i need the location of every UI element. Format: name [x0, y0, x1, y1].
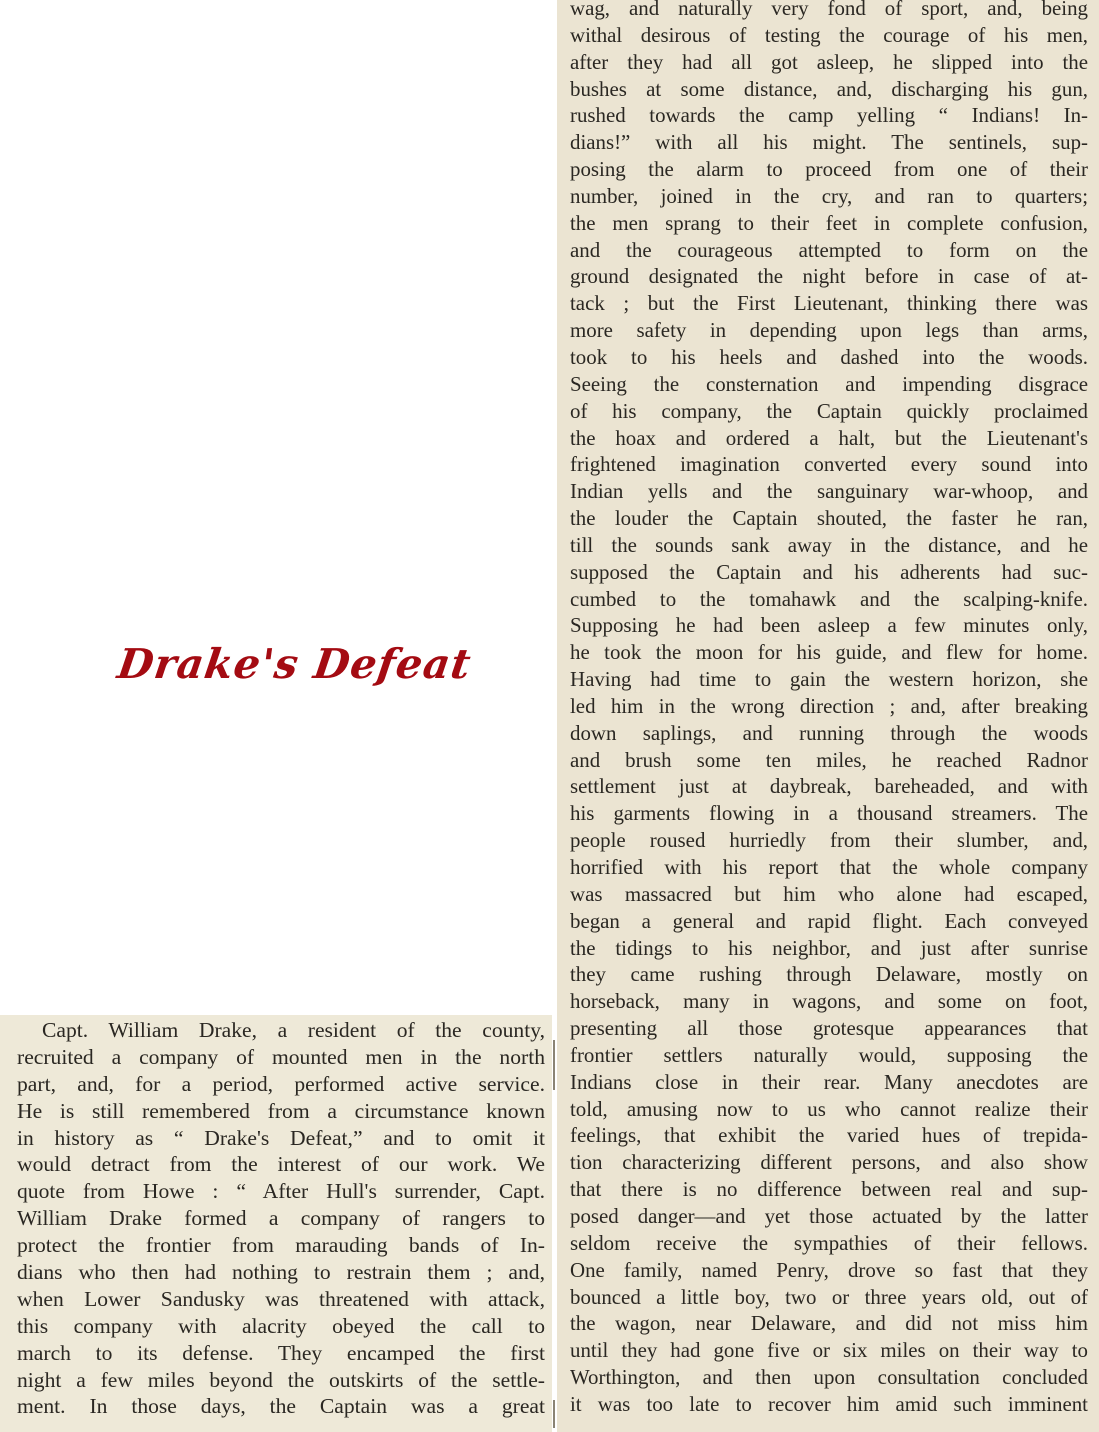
text-line: led him in the wrong direction ; and, after breaking — [570, 693, 1088, 718]
text-line: horseback, many in wagons, and some on foot, — [570, 989, 1088, 1014]
text-line: Capt. William Drake, a resident of the county, — [42, 1018, 545, 1042]
text-line: rushed towards the camp yelling “ Indians! In- — [570, 103, 1088, 128]
text-line: He is still remembered from a circumstance known — [17, 1098, 545, 1123]
text-line: Having had time to gain the western horizon, she — [570, 667, 1088, 692]
text-line: part, and, for a period, performed active service. — [17, 1071, 545, 1096]
text-line: of his company, the Captain quickly proclaimed — [570, 398, 1088, 423]
right-text-column — [570, 0, 1088, 1418]
text-line: the tidings to his neighbor, and just after sunrise — [570, 935, 1088, 960]
text-line: dians who then had nothing to restrain them ; and, — [17, 1260, 545, 1285]
text-line: Supposing he had been asleep a few minutes only, — [570, 613, 1088, 638]
text-line: he took the moon for his guide, and flew for home. — [570, 640, 1088, 665]
text-line: presenting all those grotesque appearances that — [570, 1016, 1088, 1041]
text-line: down saplings, and running through the woods — [570, 720, 1088, 745]
text-line: Indian yells and the sanguinary war-whoop, and — [570, 479, 1088, 504]
text-line: it was too late to recover him amid such imminent — [570, 1391, 1088, 1416]
text-line: quote from Howe : “ After Hull's surrender, Capt. — [17, 1179, 545, 1204]
text-line: number, joined in the cry, and ran to quarters; — [570, 183, 1088, 208]
text-line: the louder the Captain shouted, the faster he ran, — [570, 506, 1088, 531]
text-line: ment. In those days, the Captain was a great — [17, 1394, 545, 1419]
text-line: until they had gone five or six miles on their way to — [570, 1338, 1088, 1363]
gutter-rule — [553, 1040, 555, 1090]
text-line: One family, named Penry, drove so fast that they — [570, 1257, 1088, 1282]
text-line: and brush some ten miles, he reached Radnor — [570, 747, 1088, 772]
page-title: Drake's Defeat — [114, 640, 475, 688]
text-line: night a few miles beyond the outskirts of the settle- — [17, 1367, 545, 1392]
text-line: began a general and rapid flight. Each conveyed — [570, 908, 1088, 933]
text-line: bushes at some distance, and, discharging his gun, — [570, 76, 1088, 101]
text-line: took to his heels and dashed into the woods. — [570, 344, 1088, 369]
text-line: was massacred but him who alone had escaped, — [570, 881, 1088, 906]
text-line: Indians close in their rear. Many anecdotes are — [570, 1069, 1088, 1094]
text-line: settlement just at daybreak, bareheaded, and with — [570, 774, 1088, 799]
text-line: the wagon, near Delaware, and did not miss him — [570, 1311, 1088, 1336]
text-line: tack ; but the First Lieutenant, thinking there was — [570, 291, 1088, 316]
text-line: supposed the Captain and his adherents had suc- — [570, 559, 1088, 584]
text-line: dians!” with all his might. The sentinels, sup- — [570, 130, 1088, 155]
text-line: when Lower Sandusky was threatened with attack, — [17, 1286, 545, 1311]
text-line: horrified with his report that the whole company — [570, 855, 1088, 879]
text-line: posed danger—and yet those actuated by the latter — [570, 1203, 1088, 1228]
text-line: cumbed to the tomahawk and the scalping-knife. — [570, 586, 1088, 611]
text-line: the hoax and ordered a halt, but the Lieutenant's — [570, 425, 1088, 450]
text-line: till the sounds sank away in the distance, and he — [570, 532, 1088, 557]
text-line: march to its defense. They encamped the first — [17, 1340, 545, 1365]
left-text-column — [17, 1017, 545, 1420]
text-line: would detract from the interest of our work. We — [17, 1152, 545, 1177]
text-line: recruited a company of mounted men in the north — [17, 1044, 545, 1069]
text-line: protect the frontier from marauding bands of In- — [17, 1233, 545, 1258]
text-line: after they had all got asleep, he slipped into the — [570, 49, 1088, 74]
text-line: Seeing the consternation and impending disgrace — [570, 371, 1088, 396]
text-line: and the courageous attempted to form on the — [570, 237, 1088, 262]
text-line: frightened imagination converted every sound into — [570, 452, 1088, 477]
text-line: feelings, that exhibit the varied hues of trepida- — [570, 1123, 1088, 1148]
text-line: ground designated the night before in case of at- — [570, 264, 1088, 289]
text-line: told, amusing now to us who cannot realize their — [570, 1096, 1088, 1121]
text-line: Worthington, and then upon consultation concluded — [570, 1365, 1088, 1390]
text-line: seldom receive the sympathies of their fellows. — [570, 1230, 1088, 1255]
text-line: tion characterizing different persons, and also show — [570, 1150, 1088, 1175]
text-line: bounced a little boy, two or three years old, out of — [570, 1284, 1088, 1309]
text-line: they came rushing through Delaware, mostly on — [570, 962, 1088, 987]
text-line: in history as “ Drake's Defeat,” and to omit it — [17, 1125, 545, 1150]
gutter-rule — [553, 1400, 555, 1428]
text-line: posing the alarm to proceed from one of their — [570, 157, 1088, 182]
text-line: wag, and naturally very fond of sport, and, being — [570, 0, 1088, 20]
text-line: withal desirous of testing the courage of his men, — [570, 22, 1088, 47]
text-line: more safety in depending upon legs than arms, — [570, 318, 1088, 343]
text-line: frontier settlers naturally would, supposing the — [570, 1042, 1088, 1067]
text-line: William Drake formed a company of rangers to — [17, 1206, 545, 1231]
column-gutter — [552, 0, 557, 1432]
text-line: that there is no difference between real and sup- — [570, 1177, 1088, 1202]
text-line: the men sprang to their feet in complete confusion, — [570, 210, 1088, 235]
text-line: this company with alacrity obeyed the call to — [17, 1313, 545, 1338]
text-line: his garments flowing in a thousand streamers. The — [570, 801, 1088, 826]
text-line: people roused hurriedly from their slumber, and, — [570, 828, 1088, 853]
